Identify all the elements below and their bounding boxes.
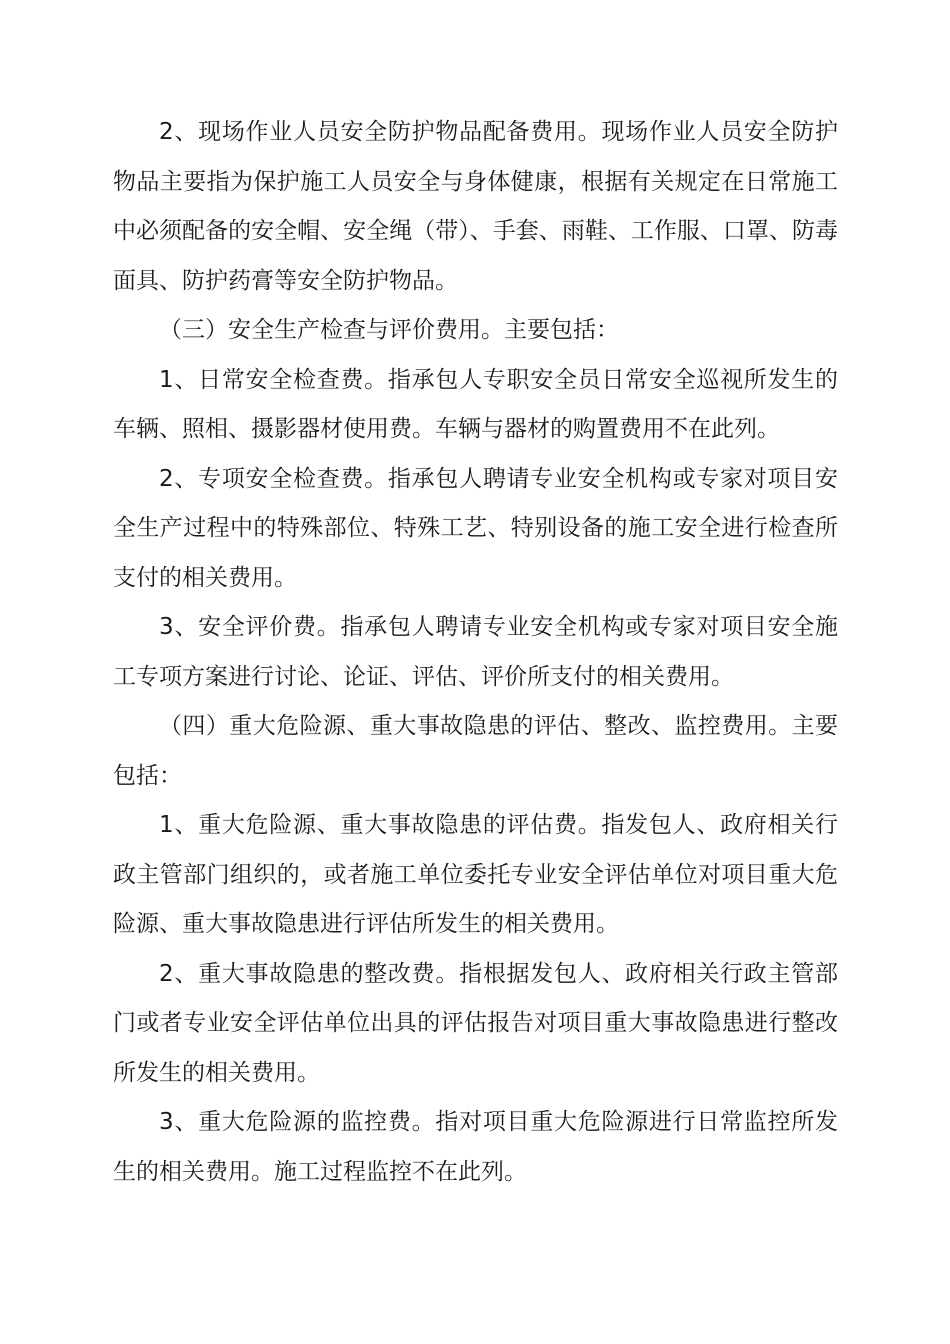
paragraph-hazard-monitoring-fee: 3、重大危险源的监控费。指对项目重大危险源进行日常监控所发生的相关费用。施工过程监控不在此列。 — [113, 1109, 838, 1185]
paragraph-hazard-rectification-fee: 2、重大事故隐患的整改费。指根据发包人、政府相关行政主管部门或者专业安全评估单位出具的评估报告对项目重大事故隐患进行整改所发生的相关费用。 — [113, 960, 838, 1086]
document-body — [113, 108, 838, 1197]
paragraph-daily-inspection-fee: 1、日常安全检查费。指承包人专职安全员日常安全巡视所发生的车辆、照相、摄影器材使用费。车辆与器材的购置费用不在此列。 — [113, 366, 838, 442]
paragraph-safety-evaluation-fee: 3、安全评价费。指承包人聘请专业安全机构或专家对项目安全施工专项方案进行讨论、论证、评估、评价所支付的相关费用。 — [113, 614, 838, 690]
section-heading-inspection-evaluation: （三）安全生产检查与评价费用。主要包括： — [159, 317, 619, 343]
paragraph-special-inspection-fee: 2、专项安全检查费。指承包人聘请专业安全机构或专家对项目安全生产过程中的特殊部位、特殊工艺、特别设备的施工安全进行检查所支付的相关费用。 — [113, 465, 838, 591]
section-heading-hazard-assessment: （四）重大危险源、重大事故隐患的评估、整改、监控费用。主要包括： — [113, 713, 838, 789]
paragraph-hazard-assessment-fee: 1、重大危险源、重大事故隐患的评估费。指发包人、政府相关行政主管部门组织的，或者施工单位委托专业安全评估单位对项目重大危险源、重大事故隐患进行评估所发生的相关费用。 — [113, 812, 838, 937]
paragraph-protective-equipment-cost: 2、现场作业人员安全防护物品配备费用。现场作业人员安全防护物品主要指为保护施工人员安全与身体健康，根据有关规定在日常施工中必须配备的安全帽、安全绳（带）、手套、雨鞋、工作服、口罩、防毒面具、防护药膏等安全防护物品。 — [113, 119, 838, 294]
